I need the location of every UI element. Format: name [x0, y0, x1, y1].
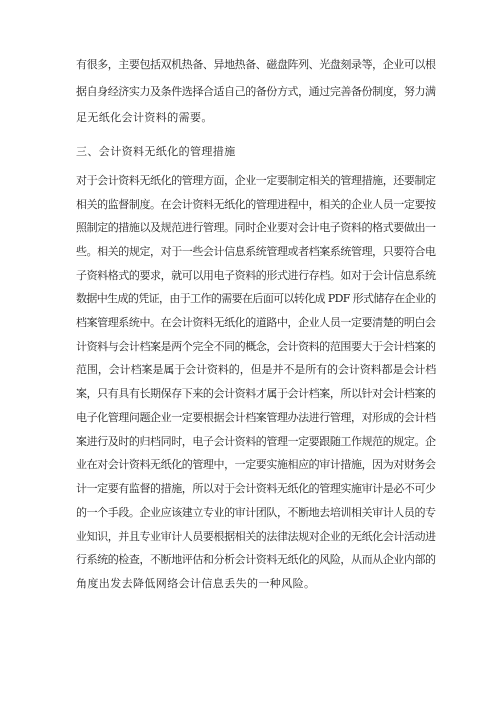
paragraph-2-line-12: 案进行及时的归档同时，电子会计资料的管理一定要跟随工作规范的规定。企 — [76, 435, 436, 448]
paragraph-2-line-3: 照制定的措施以及规范进行管理。同时企业要对会计电子资料的格式要做出一 — [76, 221, 436, 234]
paragraph-2-line-2: 相关的监督制度。在会计资料无纸化的管理进程中，相关的企业人员一定要按 — [76, 198, 436, 211]
paragraph-2-line-11: 电子化管理问题企业一定要根据会计档案管理办法进行管理，对形成的会计档 — [76, 411, 436, 424]
paragraph-2-line-13: 业在对会计资料无纸化的管理中，一定要实施相应的审计措施，因为对财务会 — [76, 458, 436, 471]
paragraph-2-line-5: 子资料格式的要求，就可以用电子资料的形式进行存档。如对于会计信息系统 — [76, 269, 436, 282]
paragraph-1-line-1: 有很多，主要包括双机热备、异地热备、磁盘阵列、光盘刻录等，企业可以根 — [76, 58, 436, 71]
section-heading: 三、会计资料无纸化的管理措施 — [76, 145, 236, 158]
paragraph-2-line-10: 案，只有具有长期保存下来的会计资料才属于会计档案，所以针对会计档案的 — [76, 387, 436, 400]
paragraph-2-line-4: 些。相关的规定，对于一些会计信息系统管理或者档案系统管理，只要符合电 — [76, 245, 436, 258]
paragraph-2-line-14: 计一定要有监督的措施，所以对于会计资料无纸化的管理实施审计是必不可少 — [76, 482, 436, 495]
paragraph-2-line-7: 档案管理系统中。在会计资料无纸化的道路中，企业人员一定要清楚的明白会 — [76, 316, 436, 329]
paragraph-2-line-16: 业知识，并且专业审计人员要根据相关的法律法规对企业的无纸化会计活动进 — [76, 530, 436, 543]
paragraph-2-line-8: 计资料与会计档案是两个完全不同的概念，会计资料的范围要大于会计档案的 — [76, 340, 436, 353]
paragraph-1-line-2: 据自身经济实力及条件选择合适自己的备份方式，通过完善备份制度，努力满 — [76, 85, 436, 98]
paragraph-2-line-1: 对于会计资料无纸化的管理方面，企业一定要制定相关的管理措施，还要制定 — [76, 174, 436, 187]
paragraph-1-line-3: 足无纸化会计资料的需要。 — [76, 111, 213, 124]
paragraph-2-line-6: 数据中生成的凭证，由于工作的需要在后面可以转化成 PDF 形式储存在企业的 — [76, 292, 436, 305]
paragraph-2-line-18: 角度出发去降低网络会计信息丢失的一种风险。 — [76, 577, 316, 590]
paragraph-2-line-17: 行系统的检查，不断地评估和分析会计资料无纸化的风险，从而从企业内部的 — [76, 553, 436, 566]
paragraph-2-line-9: 范围，会计档案是属于会计资料的，但是并不是所有的会计资料都是会计档 — [76, 363, 437, 376]
paragraph-2-line-15: 的一个手段。企业应该建立专业的审计团队，不断地去培训相关审计人员的专 — [76, 506, 436, 519]
